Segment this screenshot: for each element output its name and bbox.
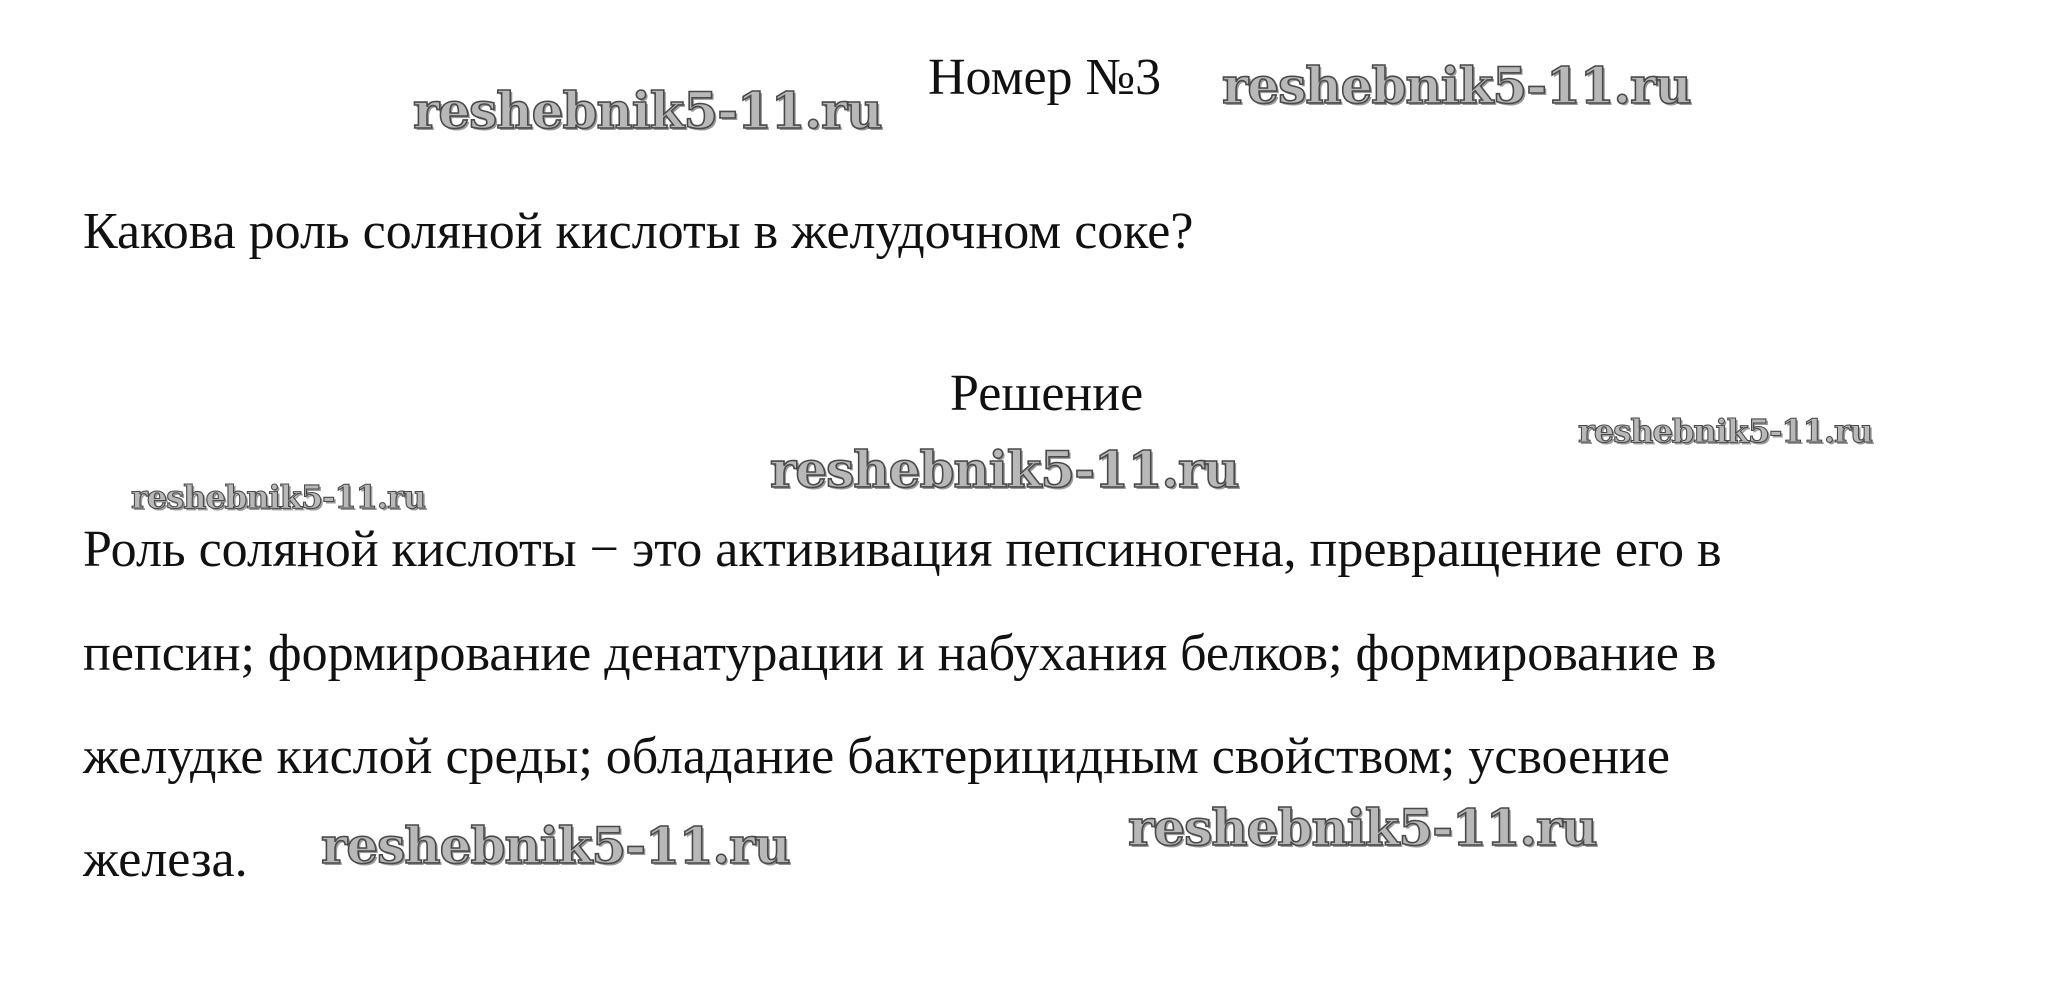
watermark: reshebnik5-11.ru (131, 478, 426, 516)
answer-line-4: железа. (83, 831, 248, 888)
watermark: reshebnik5-11.ru (321, 816, 790, 875)
watermark: reshebnik5-11.ru (1128, 798, 1597, 857)
watermark: reshebnik5-11.ru (1578, 412, 1873, 450)
answer-line-1: Роль соляной кислоты − это актививация пепсиногена, превращение его в (83, 521, 1722, 578)
watermark: reshebnik5-11.ru (413, 81, 882, 140)
solution-heading: Решение (950, 365, 1144, 422)
watermark: reshebnik5-11.ru (1222, 56, 1691, 115)
page-title: Номер №3 (928, 49, 1162, 106)
answer-line-2: пепсин; формирование денатурации и набухания белков; формирование в (83, 625, 1717, 682)
answer-line-3: желудке кислой среды; обладание бактерицидным свойством; усвоение (83, 728, 1670, 785)
watermark: reshebnik5-11.ru (770, 440, 1239, 499)
question-text: Какова роль соляной кислоты в желудочном соке? (83, 203, 1194, 260)
